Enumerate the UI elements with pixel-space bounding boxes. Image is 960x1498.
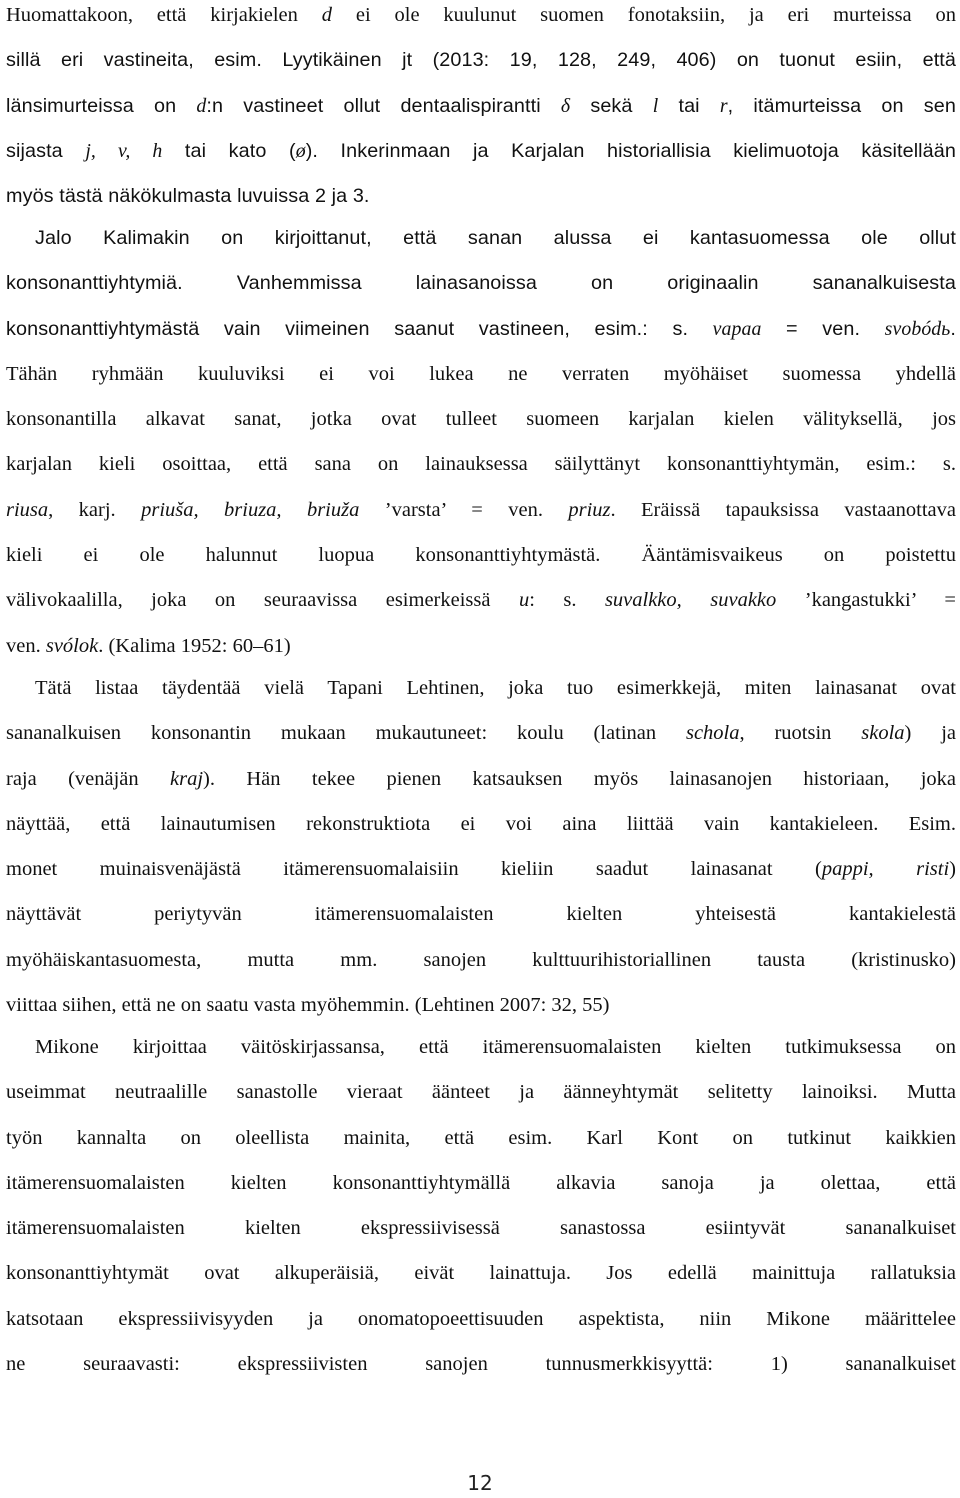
- text-line: karjalan kieli osoittaa, että sana on lainauksessa säilyttänyt konsonanttiyhtymän, esim.: s.: [6, 453, 956, 476]
- text-line: sananalkuisen konsonantin mukaan mukautuneet: koulu (latinan schola, ruotsin skola) ja: [6, 722, 956, 745]
- text-line: välivokaalilla, joka on seuraavissa esimerkeissä u: s. suvalkko, suvakko ’kangastukki’ =: [6, 589, 956, 612]
- text-line: konsonantilla alkavat sanat, jotka ovat tulleet suomeen karjalan kielen välityksellä, jos: [6, 408, 956, 431]
- text-line: ven. svólok. (Kalima 1952: 60–61): [6, 634, 291, 657]
- text-line: ne seuraavasti: ekspressiivisten sanojen tunnusmerkkisyyttä: 1) sananalkuiset: [6, 1353, 956, 1376]
- text-line: konsonanttiyhtymiä. Vanhemmissa lainasanoissa on originaalin sananalkuisesta: [6, 272, 956, 295]
- text-line: konsonanttiyhtymästä vain viimeinen saanut vastineen, esim.: s. vapaa = ven. svobódь.: [6, 317, 957, 340]
- text-line: riusa, karj. priuša, briuza, briuža ’varsta’ = ven. priuz. Eräissä tapauksissa vastaanottava: [6, 498, 956, 521]
- text-line: myös tästä näkökulmasta luvuissa 2 ja 3.: [6, 185, 370, 208]
- text-line: useimmat neutraalille sanastolle vieraat äänteet ja äänneyhtymät selitetty lainoiksi. Mutta: [6, 1081, 956, 1104]
- text-line: näyttää, että lainautumisen rekonstruktiota ei voi aina liittää vain kantakieleen. Esim.: [6, 812, 956, 835]
- text-line: katsotaan ekspressiivisyyden ja onomatopoeettisuuden aspektista, niin Mikone määrittelee: [6, 1307, 956, 1330]
- text-line: näyttävät periytyvän itämerensuomalaisten kielten yhteisestä kantakielestä: [6, 903, 956, 926]
- text-line: Tähän ryhmään kuuluviksi ei voi lukea ne verraten myöhäiset suomessa yhdellä: [6, 362, 956, 385]
- text-line: konsonanttiyhtymät ovat alkuperäisiä, eivät lainattuja. Jos edellä mainittuja rallatuksia: [6, 1262, 956, 1285]
- text-line: Mikone kirjoittaa väitöskirjassansa, että itämerensuomalaisten kielten tutkimuksessa on: [35, 1036, 956, 1058]
- text-line: itämerensuomalaisten kielten ekspressiivisessä sanastossa esiintyvät sananalkuiset: [6, 1217, 956, 1240]
- text-line: sillä eri vastineita, esim. Lyytikäinen jt (2013: 19, 128, 249, 406) on tuonut esiin, että: [6, 49, 956, 72]
- paragraph-4: [6, 1025, 956, 1387]
- text-line: itämerensuomalaisten kielten konsonanttiyhtymällä alkavia sanoja ja olettaa, että: [6, 1171, 956, 1194]
- page-number: 12: [467, 1471, 493, 1495]
- text-line: sijasta j, v, h tai kato (ø). Inkerinmaan ja Karjalan historiallisia kielimuotoja käsitellään: [6, 139, 956, 162]
- paragraph-2-quote: [6, 216, 956, 669]
- text-line: monet muinaisvenäjästä itämerensuomalaisiin kieliin saadut lainasanat (pappi, risti): [6, 858, 956, 881]
- text-line: työn kannalta on oleellista mainita, että esim. Karl Kont on tutkinut kaikkien: [6, 1126, 956, 1149]
- paragraph-1: [6, 0, 956, 219]
- text-line: Huomattakoon, että kirjakielen d ei ole kuulunut suomen fonotaksiin, ja eri murteissa on: [6, 4, 956, 26]
- paragraph-3: [6, 666, 956, 1028]
- text-line: Tätä listaa täydentää vielä Tapani Lehtinen, joka tuo esimerkkejä, miten lainasanat ovat: [35, 677, 956, 699]
- text-line: kieli ei ole halunnut luopua konsonanttiyhtymästä. Ääntämisvaikeus on poistettu: [6, 544, 956, 567]
- text-line: Jalo Kalimakin on kirjoittanut, että sanan alussa ei kantasuomessa ole ollut: [35, 227, 956, 249]
- text-line: viittaa siihen, että ne on saatu vasta myöhemmin. (Lehtinen 2007: 32, 55): [6, 994, 610, 1017]
- text-line: raja (venäjän kraj). Hän tekee pienen katsauksen myös lainasanojen historiaan, joka: [6, 767, 956, 790]
- text-line: myöhäiskantasuomesta, mutta mm. sanojen kulttuurihistoriallinen tausta (kristinusko): [6, 948, 956, 971]
- text-line: länsimurteissa on d:n vastineet ollut dentaalispirantti δ sekä l tai r, itämurteissa on sen: [6, 94, 956, 117]
